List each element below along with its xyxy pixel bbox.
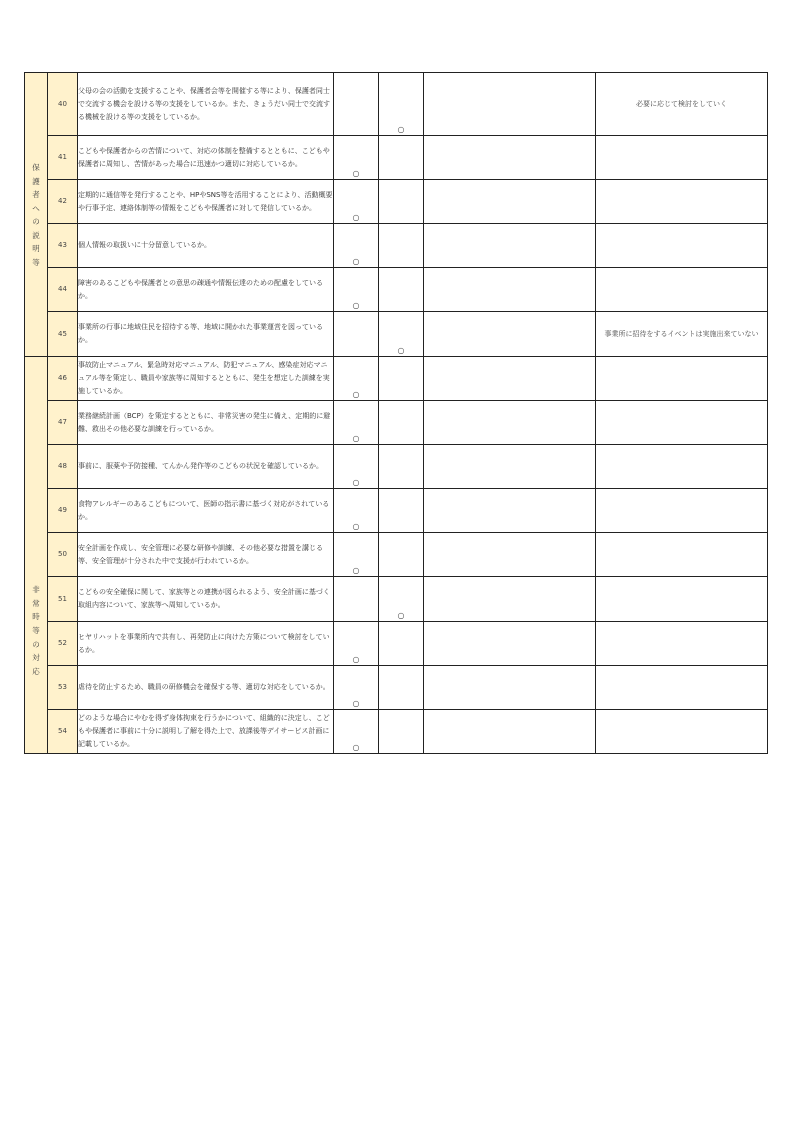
- note-cell: [596, 357, 768, 401]
- check-mark: ○: [397, 125, 405, 134]
- improvement-cell: [424, 533, 596, 577]
- item-text: 事業所の行事に地域住民を招待する等、地域に開かれた事業運営を図っているか。: [78, 312, 334, 357]
- note-cell: [596, 445, 768, 489]
- item-text: どのような場合にやむを得ず身体拘束を行うかについて、組織的に決定し、こどもや保護者に事前に十分に説明し了解を得た上で、放課後等デイサービス計画に記載しているか。: [78, 710, 334, 754]
- check-cell-col1: [334, 533, 379, 577]
- note-cell: [596, 180, 768, 224]
- table-row: [25, 312, 768, 357]
- item-number: 42: [48, 180, 78, 224]
- note-cell: [596, 710, 768, 754]
- check-mark: ○: [352, 699, 360, 708]
- check-mark: ○: [352, 522, 360, 531]
- check-cell-col2: [379, 312, 424, 357]
- item-text: 定期的に通信等を発行することや、HPやSNS等を活用することにより、活動概要や行事予定、連絡体制等の情報をこどもや保護者に対して発信しているか。: [78, 180, 334, 224]
- check-mark: ○: [352, 169, 360, 178]
- item-text: 事故防止マニュアル、緊急時対応マニュアル、防犯マニュアル、感染症対応マニュアル等を策定し、職員や家族等に周知するとともに、発生を想定した訓練を実施しているか。: [78, 357, 334, 401]
- check-mark: ○: [397, 346, 405, 355]
- improvement-cell: [424, 180, 596, 224]
- table-row: [25, 224, 768, 268]
- table-row: [25, 445, 768, 489]
- check-mark: ○: [397, 611, 405, 620]
- improvement-cell: [424, 73, 596, 136]
- evaluation-table: [24, 72, 768, 754]
- check-cell-col2: [379, 622, 424, 666]
- table-row: [25, 666, 768, 710]
- table-row: [25, 622, 768, 666]
- check-cell-col2: [379, 401, 424, 445]
- item-number: 54: [48, 710, 78, 754]
- table-row: [25, 533, 768, 577]
- note-cell: [596, 622, 768, 666]
- check-cell-col2: [379, 357, 424, 401]
- check-cell-col1: [334, 622, 379, 666]
- improvement-cell: [424, 401, 596, 445]
- improvement-cell: [424, 224, 596, 268]
- table-row: [25, 268, 768, 312]
- improvement-cell: [424, 445, 596, 489]
- table-body: [25, 73, 768, 754]
- check-cell-col2: [379, 136, 424, 180]
- note-cell: [596, 533, 768, 577]
- table-row: [25, 401, 768, 445]
- check-cell-col1: [334, 710, 379, 754]
- note-cell: [596, 577, 768, 622]
- check-cell-col2: [379, 445, 424, 489]
- item-text: 事前に、服薬や予防接種、てんかん発作等のこどもの状況を確認しているか。: [78, 445, 334, 489]
- category-cell: [25, 357, 48, 754]
- note-cell: [596, 224, 768, 268]
- item-number: 40: [48, 73, 78, 136]
- check-cell-col2: [379, 577, 424, 622]
- item-text: 安全計画を作成し、安全管理に必要な研修や訓練、その他必要な措置を講じる等、安全管理が十分された中で支援が行われているか。: [78, 533, 334, 577]
- check-cell-col1: [334, 357, 379, 401]
- table-row: [25, 180, 768, 224]
- check-mark: ○: [352, 390, 360, 399]
- item-number: 47: [48, 401, 78, 445]
- check-cell-col1: [334, 73, 379, 136]
- note-cell: [596, 489, 768, 533]
- item-text: 食物アレルギーのあるこどもについて、医師の指示書に基づく対応がされているか。: [78, 489, 334, 533]
- item-text: 虐待を防止するため、職員の研修機会を確保する等、適切な対応をしているか。: [78, 666, 334, 710]
- item-number: 44: [48, 268, 78, 312]
- category-label: 非常時等の対応: [32, 585, 40, 676]
- check-cell-col1: [334, 666, 379, 710]
- check-cell-col2: [379, 666, 424, 710]
- note-cell: [596, 268, 768, 312]
- item-number: 49: [48, 489, 78, 533]
- item-number: 53: [48, 666, 78, 710]
- improvement-cell: [424, 268, 596, 312]
- item-text: こどもの安全確保に関して、家族等との連携が図られるよう、安全計画に基づく取組内容について、家族等へ周知しているか。: [78, 577, 334, 622]
- check-mark: ○: [352, 213, 360, 222]
- table-row: [25, 577, 768, 622]
- improvement-cell: [424, 489, 596, 533]
- item-text: 個人情報の取扱いに十分留意しているか。: [78, 224, 334, 268]
- check-mark: ○: [352, 257, 360, 266]
- improvement-cell: [424, 312, 596, 357]
- check-cell-col1: [334, 489, 379, 533]
- check-cell-col1: [334, 401, 379, 445]
- check-mark: ○: [352, 655, 360, 664]
- check-cell-col2: [379, 710, 424, 754]
- check-cell-col2: [379, 180, 424, 224]
- item-number: 48: [48, 445, 78, 489]
- item-number: 51: [48, 577, 78, 622]
- check-cell-col2: [379, 73, 424, 136]
- check-cell-col1: [334, 268, 379, 312]
- check-cell-col2: [379, 224, 424, 268]
- check-mark: ○: [352, 301, 360, 310]
- check-cell-col2: [379, 268, 424, 312]
- improvement-cell: [424, 710, 596, 754]
- note-cell: 必要に応じて検討をしていく: [596, 73, 768, 136]
- note-cell: [596, 136, 768, 180]
- item-text: 父母の会の活動を支援することや、保護者会等を開催する等により、保護者同士で交流する機会を設ける等の支援をしているか。また、きょうだい同士で交流する機械を設ける等の支援をしているか。: [78, 73, 334, 136]
- check-mark: ○: [352, 743, 360, 752]
- table-row: [25, 710, 768, 754]
- check-mark: ○: [352, 478, 360, 487]
- note-cell: [596, 401, 768, 445]
- check-cell-col1: [334, 445, 379, 489]
- check-mark: ○: [352, 434, 360, 443]
- check-cell-col2: [379, 489, 424, 533]
- note-cell: [596, 666, 768, 710]
- check-cell-col1: [334, 224, 379, 268]
- table-row: [25, 73, 768, 136]
- check-cell-col1: [334, 577, 379, 622]
- table-row: [25, 136, 768, 180]
- item-number: 45: [48, 312, 78, 357]
- improvement-cell: [424, 577, 596, 622]
- item-text: 業務継続計画（BCP）を策定するとともに、非常災害の発生に備え、定期的に避難、救出その他必要な訓練を行っているか。: [78, 401, 334, 445]
- category-label: 保護者への説明等: [32, 162, 40, 268]
- check-cell-col2: [379, 533, 424, 577]
- check-cell-col1: [334, 136, 379, 180]
- check-cell-col1: [334, 312, 379, 357]
- item-text: 障害のあるこどもや保護者との意思の疎通や情報伝達のための配慮をしているか。: [78, 268, 334, 312]
- note-cell: 事業所に招待をするイベントは実施出来ていない: [596, 312, 768, 357]
- table-row: [25, 489, 768, 533]
- item-number: 46: [48, 357, 78, 401]
- improvement-cell: [424, 622, 596, 666]
- item-number: 50: [48, 533, 78, 577]
- check-cell-col1: [334, 180, 379, 224]
- item-number: 52: [48, 622, 78, 666]
- improvement-cell: [424, 666, 596, 710]
- check-mark: ○: [352, 566, 360, 575]
- item-text: ヒヤリハットを事業所内で共有し、再発防止に向けた方策について検討をしているか。: [78, 622, 334, 666]
- improvement-cell: [424, 136, 596, 180]
- table-row: [25, 357, 768, 401]
- category-cell: [25, 73, 48, 357]
- item-text: こどもや保護者からの苦情について、対応の体制を整備するとともに、こどもや保護者に周知し、苦情があった場合に迅速かつ適切に対応しているか。: [78, 136, 334, 180]
- improvement-cell: [424, 357, 596, 401]
- item-number: 41: [48, 136, 78, 180]
- item-number: 43: [48, 224, 78, 268]
